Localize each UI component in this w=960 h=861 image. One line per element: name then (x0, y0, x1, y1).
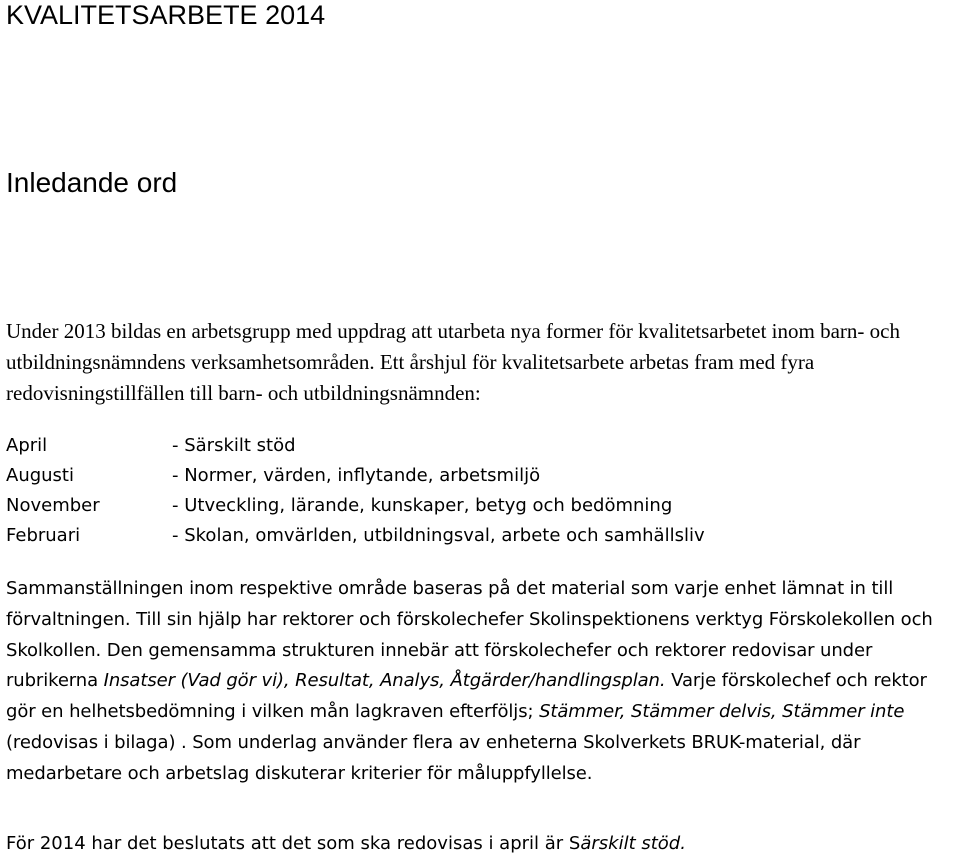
summary-text: Varje förskolechef och rektor gör en helhetsbedömning i vilken mån lagkraven efterföljs; (6, 670, 927, 723)
schedule-topic: - Utveckling, lärande, kunskaper, betyg och bedömning (172, 495, 673, 516)
schedule-topic: - Skolan, omvärlden, utbildningsval, arbete och samhällsliv (172, 525, 705, 546)
reporting-schedule (6, 431, 705, 551)
conclusion-italic: ärskilt stöd. (580, 833, 686, 854)
summary-text: (redovisas i bilaga) . Som underlag använder flera av enheterna Skolverkets BRUK-material, där medarbetare och arbetslag diskuterar kriterier för måluppfyllelse. (6, 731, 861, 784)
schedule-item (6, 461, 705, 491)
summary-text: Sammanställningen inom respektive område baseras på det material som varje enhet lämnat in till förvaltningen. Till sin hjälp har rektorer och förskolechefer Skolinspektionens verktyg Förskolekollen och Skolkollen. Den gemensamma strukturen innebär att förskolechefer och rektorer redovisar under rubrikerna (6, 578, 933, 692)
schedule-item (6, 521, 705, 551)
schedule-month: Augusti (6, 465, 74, 486)
schedule-topic: - Normer, värden, inflytande, arbetsmiljö (172, 465, 541, 486)
schedule-item (6, 491, 705, 521)
conclusion-paragraph (6, 829, 958, 859)
summary-paragraph (6, 574, 958, 790)
intro-paragraph: Under 2013 bildas en arbetsgrupp med uppdrag att utarbeta nya former för kvalitetsarbetet inom barn- och utbildningsnämndens verksamhetsområden. Ett årshjul för kvalitetsarbete arbetas fram med fyra redovisningstillfällen till barn- och utbildningsnämnden: (6, 319, 900, 405)
schedule-month: April (6, 435, 48, 456)
schedule-month: November (6, 495, 100, 516)
schedule-month: Februari (6, 525, 81, 546)
section-heading: Inledande ord (6, 167, 178, 198)
document-title: KVALITETSARBETE 2014 (6, 0, 326, 30)
summary-ratings-italic: Stämmer, Stämmer delvis, Stämmer inte (539, 701, 905, 723)
conclusion-text: För 2014 har det beslutats att det som ska redovisas i april är S (6, 833, 581, 854)
schedule-topic: - Särskilt stöd (172, 435, 296, 456)
schedule-item (6, 431, 705, 461)
summary-headings-italic: Insatser (Vad gör vi), Resultat, Analys, Åtgärder/handlingsplan. (103, 670, 666, 692)
